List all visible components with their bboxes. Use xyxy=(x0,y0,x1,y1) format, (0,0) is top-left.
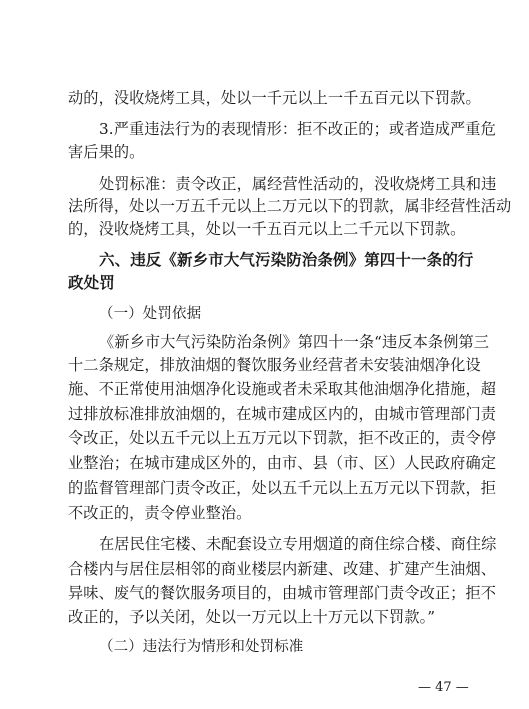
paragraph-line: 法所得，处以一万五千元以上二万元以下的罚款，属非经营性活动 xyxy=(68,197,512,215)
paragraph-line: 异味、废气的餐饮服务项目的，由城市管理部门责令改正；拒不 xyxy=(68,584,497,602)
paragraph-line: 的，没收烧烤工具，处以一千五百元以上二千元以下罚款。 xyxy=(68,220,466,238)
paragraph-line: 处罚标准：责令改正，属经营性活动的，没收烧烤工具和违 xyxy=(99,175,497,193)
paragraph-line: 改正的，予以关闭，处以一万元以上十万元以下罚款。” xyxy=(68,608,436,626)
paragraph-line: 在居民住宅楼、未配套设立专用烟道的商住综合楼、商住综 xyxy=(99,535,497,553)
paragraph-line: 十二条规定，排放油烟的餐饮服务业经营者未安装油烟净化设 xyxy=(68,356,481,374)
paragraph-line: 3.严重违法行为的表现情形：拒不改正的；或者造成严重危 xyxy=(99,120,496,138)
paragraph-line: 不改正的，责令停业整治。 xyxy=(68,504,252,522)
paragraph-line: 业整治；在城市建成区外的，由市、县（市、区）人民政府确定 xyxy=(68,454,497,472)
paragraph-line: 过排放标准排放油烟的，在城市建成区内的，由城市管理部门责 xyxy=(68,405,497,423)
section-heading: 政处罚 xyxy=(68,274,115,292)
subsection-heading: （一）处罚依据 xyxy=(99,306,202,322)
page-number: — 47 — xyxy=(418,680,469,695)
paragraph-line: 令改正，处以五千元以上五万元以下罚款，拒不改正的，责令停 xyxy=(68,429,497,447)
section-heading: 六、违反《新乡市大气污染防治条例》第四十一条的行 xyxy=(99,251,474,269)
paragraph-line: 动的，没收烧烤工具，处以一千元以上一千五百元以下罚款。 xyxy=(68,89,481,107)
paragraph-line: 《新乡市大气污染防治条例》第四十一条“违反本条例第三 xyxy=(99,333,490,351)
paragraph-line: 合楼内与居住层相邻的商业楼层内新建、改建、扩建产生油烟、 xyxy=(68,560,497,578)
paragraph-line: 的监督管理部门责令改正，处以五千元以上五万元以下罚款，拒 xyxy=(68,479,497,497)
paragraph-line: 施、不正常使用油烟净化设施或者未采取其他油烟净化措施，超 xyxy=(68,380,497,398)
subsection-heading: （二）违法行为情形和处罚标准 xyxy=(99,639,304,655)
paragraph-line: 害后果的。 xyxy=(68,143,145,161)
